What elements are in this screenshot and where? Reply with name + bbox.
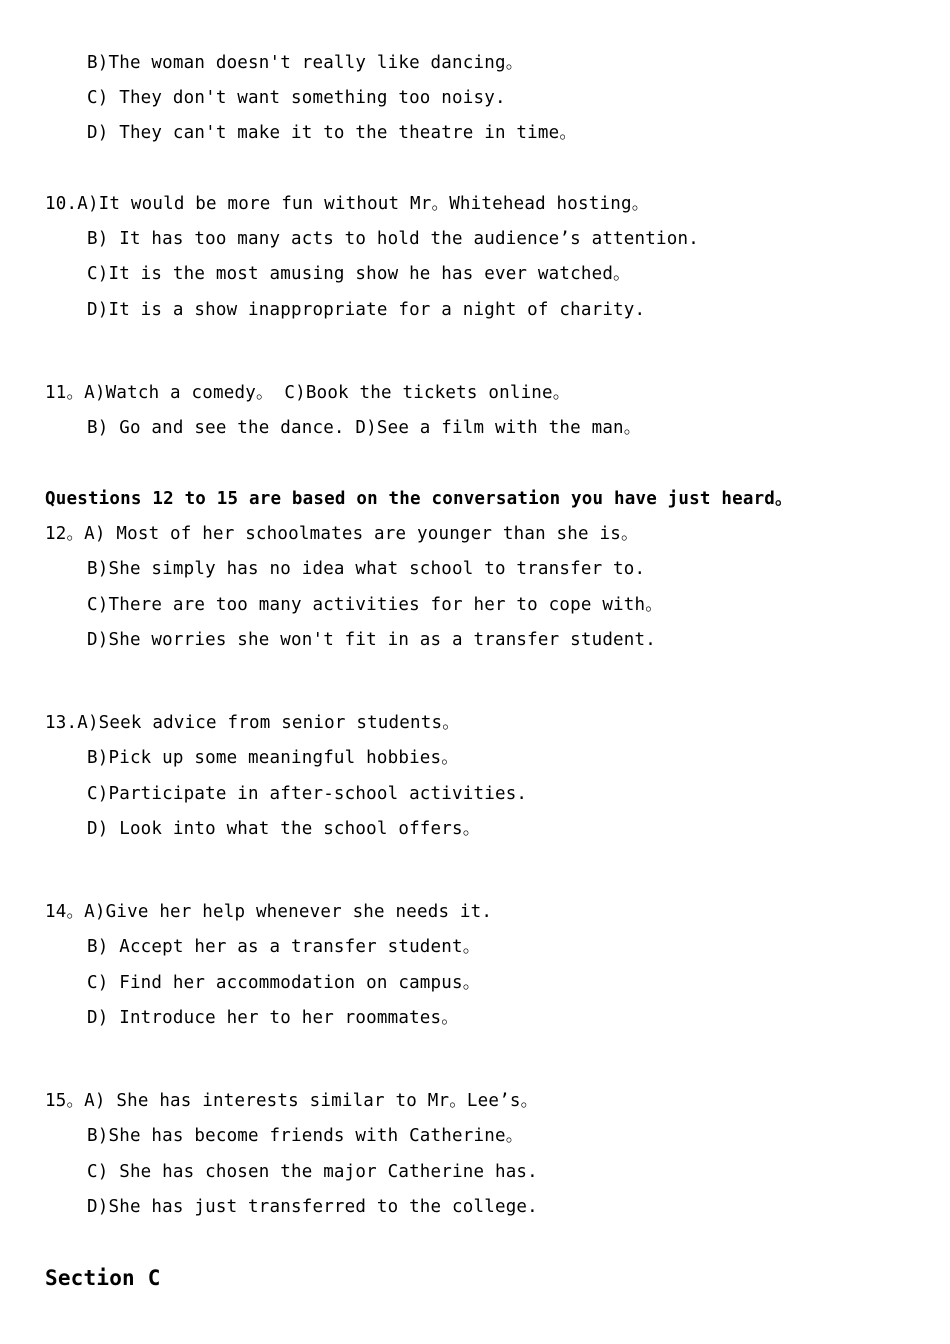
q9-option-d: D) They can't make it to the theatre in time。 bbox=[87, 123, 578, 143]
q12-option-d: D)She worries she won't fit in as a transfer student. bbox=[87, 630, 657, 650]
q15-option-a: 15。A) She has interests similar to Mr。Lee’s。 bbox=[45, 1091, 539, 1111]
questions-12-15-instruction: Questions 12 to 15 are based on the conversation you have just heard。 bbox=[45, 489, 793, 509]
q9-option-b: B)The woman doesn't really like dancing。 bbox=[87, 53, 524, 73]
q14-option-d: D) Introduce her to her roommates。 bbox=[87, 1008, 459, 1028]
q12-option-a: 12。A) Most of her schoolmates are younger than she is。 bbox=[45, 524, 639, 544]
q13-option-c: C)Participate in after-school activities. bbox=[87, 784, 528, 804]
q12-option-b: B)She simply has no idea what school to transfer to. bbox=[87, 559, 646, 579]
q11-options-b-d: B) Go and see the dance. D)See a film with the man。 bbox=[87, 418, 642, 438]
q15-option-d: D)She has just transferred to the college. bbox=[87, 1197, 538, 1217]
q13-option-d: D) Look into what the school offers。 bbox=[87, 819, 481, 839]
q15-option-c: C) She has chosen the major Catherine has. bbox=[87, 1162, 538, 1182]
q14-option-a: 14。A)Give her help whenever she needs it. bbox=[45, 902, 493, 922]
q14-option-b: B) Accept her as a transfer student。 bbox=[87, 937, 481, 957]
q14-option-c: C) Find her accommodation on campus。 bbox=[87, 973, 481, 993]
section-c-heading: Section C bbox=[45, 1266, 161, 1290]
q9-option-c: C) They don't want something too noisy. bbox=[87, 88, 506, 108]
q13-option-a: 13.A)Seek advice from senior students。 bbox=[45, 713, 460, 733]
q10-option-d: D)It is a show inappropriate for a night of charity. bbox=[87, 300, 646, 320]
q15-option-b: B)She has become friends with Catherine。 bbox=[87, 1126, 524, 1146]
q13-option-b: B)Pick up some meaningful hobbies。 bbox=[87, 748, 459, 768]
q10-option-c: C)It is the most amusing show he has ever watched。 bbox=[87, 264, 631, 284]
q10-option-b: B) It has too many acts to hold the audience’s attention. bbox=[87, 229, 699, 249]
q11-options-a-c: 11。A)Watch a comedy。 C)Book the tickets online。 bbox=[45, 383, 571, 403]
q12-option-c: C)There are too many activities for her to cope with。 bbox=[87, 595, 663, 615]
q10-option-a: 10.A)It would be more fun without Mr。Whitehead hosting。 bbox=[45, 194, 650, 214]
